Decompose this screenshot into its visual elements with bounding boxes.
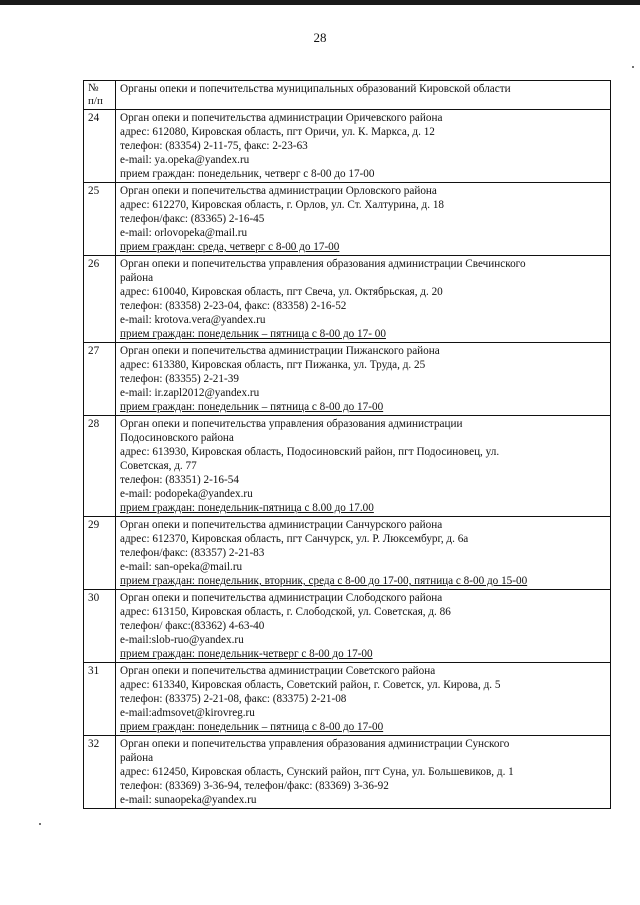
entry-line: района [120, 272, 154, 284]
reception-hours: прием граждан: понедельник-четверг с 8-00 до 17-00 [120, 648, 373, 660]
row-number: 29 [84, 517, 116, 590]
authority-entry [116, 110, 611, 183]
reception-hours: прием граждан: понедельник, четверг с 8-00 до 17-00 [120, 168, 375, 180]
table-row [84, 590, 611, 663]
phone: телефон: (83358) 2-23-04, факс: (83358) 2-16-52 [120, 300, 347, 312]
entry-line: Подосиновского района [120, 432, 234, 444]
email[interactable]: e-mail: orlovopeka@mail.ru [120, 227, 248, 239]
row-number: 31 [84, 663, 116, 736]
row-number: 32 [84, 736, 116, 809]
entry-line: района [120, 752, 154, 764]
authority-entry [116, 256, 611, 343]
table-row [84, 343, 611, 416]
address: адрес: 613930, Кировская область, Подосиновский район, пгт Подосиновец, ул. [120, 446, 500, 458]
phone: телефон/факс: (83365) 2-16-45 [120, 213, 265, 225]
address: адрес: 613150, Кировская область, г. Слободской, ул. Советская, д. 86 [120, 606, 451, 618]
address: адрес: 610040, Кировская область, пгт Свеча, ул. Октябрьская, д. 20 [120, 286, 443, 298]
address: адрес: 613340, Кировская область, Советский район, г. Советск, ул. Кирова, д. 5 [120, 679, 501, 691]
scan-speck [39, 823, 41, 825]
table-header-row [84, 81, 611, 110]
table-row [84, 517, 611, 590]
authority-name: Орган опеки и попечительства администрации Слободского района [120, 592, 443, 604]
email[interactable]: e-mail:slob-ruo@yandex.ru [120, 634, 244, 646]
authority-entry [116, 416, 611, 517]
address: адрес: 612450, Кировская область, Сунский район, пгт Суна, ул. Большевиков, д. 1 [120, 766, 514, 778]
authority-name: Орган опеки и попечительства администрации Орловского района [120, 185, 437, 197]
top-scan-border [0, 0, 640, 5]
address: адрес: 612370, Кировская область, пгт Санчурск, ул. Р. Люксембург, д. 6а [120, 533, 469, 545]
authority-entry [116, 736, 611, 809]
phone: телефон: (83369) 3-36-94, телефон/факс: (83369) 3-36-92 [120, 780, 389, 792]
email[interactable]: e-mail: sunaopeka@yandex.ru [120, 794, 257, 806]
table-body [84, 110, 611, 809]
row-number: 24 [84, 110, 116, 183]
table-row [84, 736, 611, 809]
reception-hours: прием граждан: понедельник-пятница с 8.00 до 17.00 [120, 502, 374, 514]
authority-entry [116, 183, 611, 256]
phone: телефон: (83354) 2-11-75, факс: 2-23-63 [120, 140, 308, 152]
scan-speck [632, 66, 634, 68]
row-number: 27 [84, 343, 116, 416]
authority-name: Орган опеки и попечительства администрации Пижанского района [120, 345, 440, 357]
authority-entry [116, 590, 611, 663]
email[interactable]: e-mail: krotova.vera@yandex.ru [120, 314, 266, 326]
row-number: 28 [84, 416, 116, 517]
ordinal-abbrev: п/п [88, 95, 103, 107]
email[interactable]: e-mail: ya.opeka@yandex.ru [120, 154, 250, 166]
phone: телефон: (83351) 2-16-54 [120, 474, 239, 486]
entry-line: Советская, д. 77 [120, 460, 197, 472]
phone: телефон: (83355) 2-21-39 [120, 373, 239, 385]
table-row [84, 110, 611, 183]
table-row [84, 183, 611, 256]
address: адрес: 612270, Кировская область, г. Орлов, ул. Ст. Халтурина, д. 18 [120, 199, 445, 211]
phone: телефон/ факс:(83362) 4-63-40 [120, 620, 265, 632]
email[interactable]: e-mail: san-opeka@mail.ru [120, 561, 243, 573]
reception-hours: прием граждан: понедельник – пятница с 8-00 до 17-00 [120, 401, 384, 413]
reception-hours: прием граждан: понедельник – пятница с 8-00 до 17-00 [120, 721, 384, 733]
authority-entry [116, 343, 611, 416]
number-sign: № [88, 82, 99, 94]
number-column-header [84, 81, 116, 110]
authority-name: Орган опеки и попечительства управления образования администрации [120, 418, 463, 430]
table-row [84, 256, 611, 343]
row-number: 30 [84, 590, 116, 663]
authority-entry [116, 663, 611, 736]
address: адрес: 613380, Кировская область, пгт Пижанка, ул. Труда, д. 25 [120, 359, 426, 371]
row-number: 25 [84, 183, 116, 256]
title-column-header: Органы опеки и попечительства муниципальных образований Кировской области [116, 81, 611, 110]
guardianship-table [83, 80, 611, 809]
email[interactable]: e-mail: podopeka@yandex.ru [120, 488, 253, 500]
authority-name: Орган опеки и попечительства администрации Оричевского района [120, 112, 443, 124]
authority-name: Орган опеки и попечительства администрации Санчурского района [120, 519, 443, 531]
email[interactable]: e-mail:admsovet@kirovreg.ru [120, 707, 255, 719]
email[interactable]: e-mail: ir.zapl2012@yandex.ru [120, 387, 260, 399]
reception-hours: прием граждан: среда, четверг с 8-00 до 17-00 [120, 241, 340, 253]
table-row [84, 416, 611, 517]
page-number: 28 [313, 30, 327, 45]
table-row [84, 663, 611, 736]
phone: телефон: (83375) 2-21-08, факс: (83375) 2-21-08 [120, 693, 347, 705]
authority-name: Орган опеки и попечительства администрации Советского района [120, 665, 436, 677]
authority-entry [116, 517, 611, 590]
authority-name: Орган опеки и попечительства управления образования администрации Свечинского [120, 258, 526, 270]
row-number: 26 [84, 256, 116, 343]
phone: телефон/факс: (83357) 2-21-83 [120, 547, 265, 559]
reception-hours: прием граждан: понедельник – пятница с 8-00 до 17- 00 [120, 328, 386, 340]
authority-name: Орган опеки и попечительства управления образования администрации Сунского [120, 738, 510, 750]
reception-hours: прием граждан: понедельник, вторник, среда с 8-00 до 17-00, пятница с 8-00 до 15-00 [120, 575, 528, 587]
address: адрес: 612080, Кировская область, пгт Оричи, ул. К. Маркса, д. 12 [120, 126, 435, 138]
